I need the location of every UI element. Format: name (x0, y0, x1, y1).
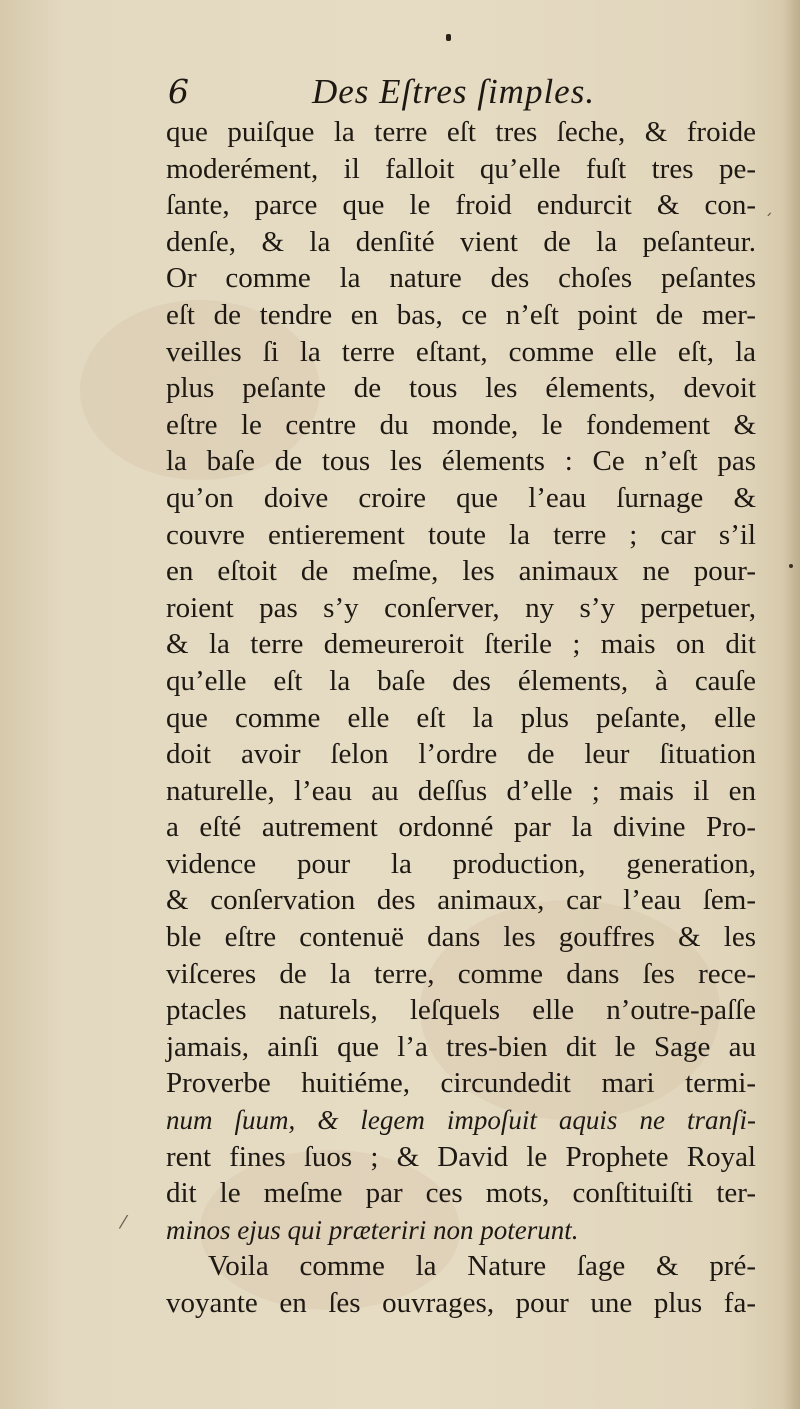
text-line: couvre entierement toute la terre ; car s’il (166, 518, 756, 551)
text-line: num ſuum, & legem impoſuit aquis ne tranſi- (166, 1105, 756, 1136)
ink-dot (446, 34, 451, 41)
text-line: & conſervation des animaux, car l’eau ſem- (166, 884, 756, 917)
pencil-mark: ⁄ (122, 1212, 126, 1233)
text-line: ſante, parce que le froid endurcit & con- (166, 189, 756, 222)
text-line: qu’on doive croire que l’eau ſurnage & (166, 481, 756, 514)
text-line: veilles ſi la terre eſtant, comme elle eſt, la (166, 335, 756, 368)
text-line: ptacles naturels, leſquels elle n’outre-paſſe (166, 994, 756, 1027)
page-edge-shadow (782, 0, 800, 1409)
text-line: en eſtoit de meſme, les animaux ne pour- (166, 555, 756, 588)
text-line: doit avoir ſelon l’ordre de leur ſituation (166, 738, 756, 771)
text-line: denſe, & la denſité vient de la peſanteur. (166, 225, 756, 258)
running-title: Des Eſtres ſimples. (312, 72, 596, 111)
text-line: moderément, il falloit qu’elle fuſt tres pe- (166, 152, 756, 185)
text-line: dit le meſme par ces mots, conſtituiſti ter- (166, 1177, 756, 1210)
text-line: qu’elle eſt la baſe des élements, à cauſe (166, 664, 756, 697)
text-line: ble eſtre contenuë dans les gouffres & les (166, 921, 756, 954)
text-line: Proverbe huitiéme, circundedit mari termi- (166, 1067, 756, 1100)
text-line: jamais, ainſi que l’a tres-bien dit le Sage au (166, 1030, 756, 1063)
text-line: & la terre demeureroit ſterile ; mais on dit (166, 628, 756, 661)
text-line: Voila comme la Nature ſage & pré- (208, 1250, 756, 1283)
text-line: eſt de tendre en bas, ce n’eſt point de mer- (166, 298, 756, 331)
page-number: 6 (168, 72, 189, 111)
body-text (166, 114, 756, 1322)
text-line: viſceres de la terre, comme dans ſes rece- (166, 957, 756, 990)
text-line: eſtre le centre du monde, le fondement & (166, 408, 756, 441)
text-line: a eſté autrement ordonné par la divine Pro- (166, 811, 756, 844)
text-line: plus peſante de tous les élements, devoit (166, 372, 756, 405)
text-line: que puiſque la terre eſt tres ſeche, & froide (166, 116, 756, 148)
ink-dot (789, 564, 793, 568)
text-line: que comme elle eſt la plus peſante, elle (166, 701, 756, 734)
text-line: vidence pour la production, generation, (166, 847, 756, 880)
text-line: naturelle, l’eau au deſſus d’elle ; mais il en (166, 774, 756, 807)
pencil-mark: ˏ (764, 196, 773, 217)
text-line: Or comme la nature des choſes peſantes (166, 262, 756, 295)
text-line: rent fines ſuos ; & David le Prophete Royal (166, 1140, 756, 1173)
text-line: minos ejus qui præteriri non poterunt. (166, 1214, 579, 1245)
text-line: la baſe de tous les élements : Ce n’eſt pas (166, 445, 756, 478)
text-line: roient pas s’y conſerver, ny s’y perpetuer, (166, 591, 756, 624)
running-head (168, 72, 608, 116)
text-line: voyante en ſes ouvrages, pour une plus fa- (166, 1287, 756, 1319)
